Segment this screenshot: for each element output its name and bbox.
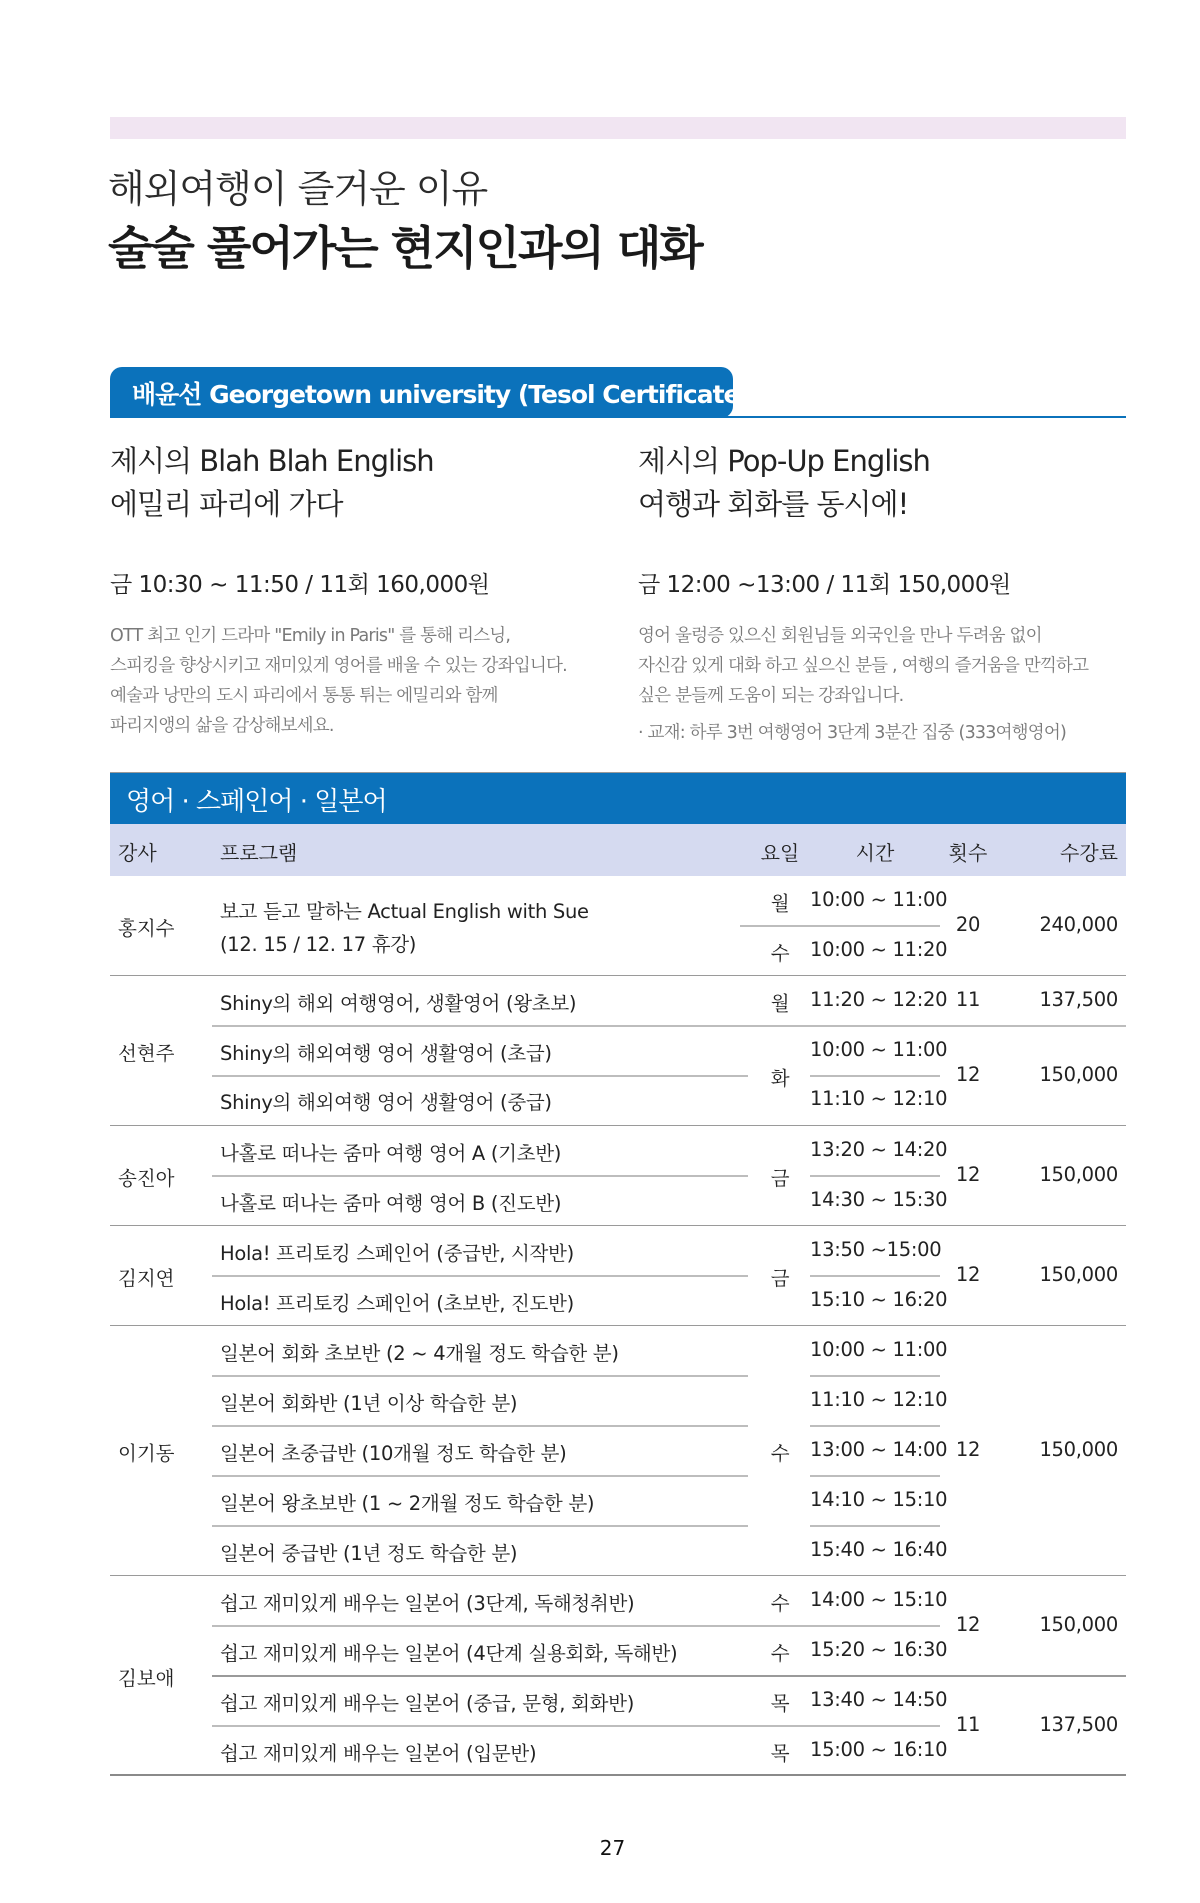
- course-description: [638, 621, 1158, 711]
- header-program: 프로그램: [220, 841, 298, 865]
- day-cell: 월: [770, 892, 790, 915]
- time-cell: 13:20 ~ 14:20: [810, 1138, 948, 1161]
- teacher-name: 송진아: [118, 1167, 175, 1190]
- table-header-row: [110, 824, 1126, 876]
- course-description-line: 예술과 낭만의 도시 파리에서 통통 튀는 에밀리와 함께: [110, 686, 498, 706]
- program-name: Shiny의 해외여행 영어 생활영어 (중급): [220, 1091, 552, 1114]
- page-number: 27: [599, 1836, 626, 1860]
- teacher-name: 홍지수: [118, 917, 175, 940]
- sub-group-divider: [212, 1675, 1126, 1677]
- fee-cell: 150,000: [1039, 1063, 1118, 1086]
- day-cell: 월: [770, 992, 790, 1015]
- program-name: 쉽고 재미있게 배우는 일본어 (중급, 문형, 회화반): [220, 1692, 635, 1715]
- program-name: 일본어 중급반 (1년 정도 학습한 분): [220, 1542, 518, 1565]
- count-cell: 12: [955, 1613, 981, 1636]
- course-description-line: 싶은 분들께 도움이 되는 강좌입니다.: [638, 686, 904, 706]
- count-cell: 12: [955, 1263, 981, 1286]
- day-cell: 수: [770, 1642, 790, 1665]
- count-cell: 11: [955, 988, 981, 1011]
- program-name: Hola! 프리토킹 스페인어 (초보반, 진도반): [220, 1292, 574, 1315]
- table-row-group-hong: [110, 876, 1126, 976]
- schedule-table: [110, 772, 1126, 1776]
- header-time: 시간: [855, 841, 895, 865]
- time-cell: 15:20 ~ 16:30: [810, 1638, 948, 1661]
- fee-cell: 137,500: [1039, 988, 1118, 1011]
- fee-cell: 137,500: [1039, 1713, 1118, 1736]
- time-cell: 14:30 ~ 15:30: [810, 1188, 948, 1211]
- day-cell: 금: [770, 1267, 790, 1290]
- instructor-tab: 배윤선 Georgetown university (Tesol Certificate): [110, 367, 733, 418]
- course-description-line: OTT 최고 인기 드라마 "Emily in Paris" 를 통해 리스닝,: [110, 626, 511, 646]
- program-name: 일본어 왕초보반 (1 ~ 2개월 정도 학습한 분): [220, 1492, 595, 1515]
- program-name: 나홀로 떠나는 줌마 여행 영어 B (진도반): [220, 1192, 562, 1215]
- fee-cell: 150,000: [1039, 1613, 1118, 1636]
- time-cell: 13:50 ~15:00: [810, 1238, 942, 1261]
- sub-row-divider: [740, 925, 940, 927]
- sub-row-divider: [810, 1475, 940, 1477]
- program-name: 쉽고 재미있게 배우는 일본어 (3단계, 독해청취반): [220, 1592, 635, 1615]
- fee-cell: 150,000: [1039, 1438, 1118, 1461]
- sub-row-divider: [810, 1275, 940, 1277]
- table-row-group-lee: [110, 1326, 1126, 1576]
- sub-row-divider: [810, 1075, 940, 1077]
- fee-cell: 150,000: [1039, 1263, 1118, 1286]
- time-cell: 13:40 ~ 14:50: [810, 1688, 948, 1711]
- header-fee: 수강료: [1060, 841, 1118, 865]
- header-day: 요일: [760, 841, 800, 865]
- table-row-group-kim-jiyeon: [110, 1226, 1126, 1326]
- sub-row-divider: [212, 1525, 748, 1527]
- program-name: 보고 듣고 말하는 Actual English with Sue: [220, 900, 589, 923]
- page-subtitle: 해외여행이 즐거운 이유: [108, 167, 488, 211]
- course-blah-blah-english: [110, 440, 630, 741]
- teacher-name: 이기동: [118, 1442, 175, 1465]
- sub-row-divider: [212, 1375, 748, 1377]
- time-cell: 14:00 ~ 15:10: [810, 1588, 948, 1611]
- program-name: 일본어 회화반 (1년 이상 학습한 분): [220, 1392, 518, 1415]
- sub-row-divider: [212, 1475, 748, 1477]
- teacher-name: 김보애: [118, 1667, 175, 1690]
- sub-row-divider: [212, 1425, 748, 1427]
- sub-row-divider: [212, 1625, 940, 1627]
- program-name: 쉽고 재미있게 배우는 일본어 (4단계 실용회화, 독해반): [220, 1642, 678, 1665]
- course-title-line2: 여행과 회화를 동시에!: [638, 487, 909, 521]
- count-cell: 12: [955, 1063, 981, 1086]
- table-row-group-seon: [110, 976, 1126, 1126]
- course-title-line2: 에밀리 파리에 가다: [110, 487, 343, 521]
- sub-row-divider: [810, 1175, 940, 1177]
- day-cell: 목: [770, 1692, 790, 1715]
- teacher-name: 선현주: [118, 1042, 175, 1065]
- course-schedule: 금 12:00 ~13:00 / 11회 150,000원: [638, 572, 1011, 598]
- teacher-name: 김지연: [118, 1267, 175, 1290]
- time-cell: 10:00 ~ 11:00: [810, 1338, 948, 1361]
- sub-row-divider: [810, 1525, 940, 1527]
- sub-row-divider: [212, 1175, 748, 1177]
- program-name: Shiny의 해외 여행영어, 생활영어 (왕초보): [220, 992, 577, 1015]
- program-name: 일본어 회화 초보반 (2 ~ 4개월 정도 학습한 분): [220, 1342, 619, 1365]
- program-note: (12. 15 / 12. 17 휴강): [220, 933, 417, 956]
- course-description: [110, 621, 630, 741]
- table-title: 영어 · 스페인어 · 일본어: [110, 773, 1126, 824]
- course-description-line: 스피킹을 향상시키고 재미있게 영어를 배울 수 있는 강좌입니다.: [110, 656, 567, 676]
- day-cell: 수: [770, 1442, 790, 1465]
- header-count: 횟수: [948, 841, 988, 865]
- time-cell: 10:00 ~ 11:00: [810, 888, 948, 911]
- day-cell: 화: [770, 1067, 790, 1090]
- course-title-line1: 제시의 Blah Blah English: [110, 444, 434, 478]
- program-name: Hola! 프리토킹 스페인어 (중급반, 시작반): [220, 1242, 574, 1265]
- course-textbook-note: · 교재: 하루 3번 여행영어 3단계 3분간 집중 (333여행영어): [638, 723, 1067, 743]
- sub-row-divider: [810, 1425, 940, 1427]
- table-row-group-song: [110, 1126, 1126, 1226]
- course-schedule: 금 10:30 ~ 11:50 / 11회 160,000원: [110, 572, 490, 598]
- count-cell: 11: [955, 1713, 981, 1736]
- time-cell: 10:00 ~ 11:20: [810, 938, 948, 961]
- decorative-top-band: [110, 117, 1126, 139]
- time-cell: 11:20 ~ 12:20: [810, 988, 948, 1011]
- day-cell: 수: [770, 942, 790, 965]
- day-cell: 수: [770, 1592, 790, 1615]
- sub-row-divider: [810, 1375, 940, 1377]
- course-pop-up-english: [638, 440, 1158, 749]
- time-cell: 14:10 ~ 15:10: [810, 1488, 948, 1511]
- count-cell: 12: [955, 1438, 981, 1461]
- sub-row-divider: [212, 1725, 940, 1727]
- program-name: 일본어 초중급반 (10개월 정도 학습한 분): [220, 1442, 567, 1465]
- sub-row-divider: [212, 1275, 748, 1277]
- time-cell: 13:00 ~ 14:00: [810, 1438, 948, 1461]
- course-description-line: 영어 울렁증 있으신 회원님들 외국인을 만나 두려움 없이: [638, 626, 1042, 646]
- sub-row-divider: [212, 1075, 748, 1077]
- course-description-line: 파리지앵의 삶을 감상해보세요.: [110, 716, 334, 736]
- time-cell: 15:10 ~ 16:20: [810, 1288, 948, 1311]
- time-cell: 15:40 ~ 16:40: [810, 1538, 948, 1561]
- program-name: 나홀로 떠나는 줌마 여행 영어 A (기초반): [220, 1142, 562, 1165]
- table-row-group-kim-boae: [110, 1576, 1126, 1776]
- program-name: 쉽고 재미있게 배우는 일본어 (입문반): [220, 1742, 537, 1765]
- course-title-line1: 제시의 Pop-Up English: [638, 444, 930, 478]
- time-cell: 11:10 ~ 12:10: [810, 1087, 948, 1110]
- sub-row-divider: [212, 1025, 1126, 1027]
- time-cell: 11:10 ~ 12:10: [810, 1388, 948, 1411]
- fee-cell: 240,000: [1039, 913, 1118, 936]
- header-teacher: 강사: [118, 841, 157, 865]
- page-title: 술술 풀어가는 현지인과의 대화: [108, 221, 702, 275]
- day-cell: 금: [770, 1167, 790, 1190]
- time-cell: 10:00 ~ 11:00: [810, 1038, 948, 1061]
- fee-cell: 150,000: [1039, 1163, 1118, 1186]
- time-cell: 15:00 ~ 16:10: [810, 1738, 948, 1761]
- day-cell: 목: [770, 1742, 790, 1765]
- count-cell: 12: [955, 1163, 981, 1186]
- course-description-line: 자신감 있게 대화 하고 싶으신 분들 , 여행의 즐거움을 만끽하고: [638, 656, 1089, 676]
- program-name: Shiny의 해외여행 영어 생활영어 (초급): [220, 1042, 552, 1065]
- count-cell: 20: [955, 913, 981, 936]
